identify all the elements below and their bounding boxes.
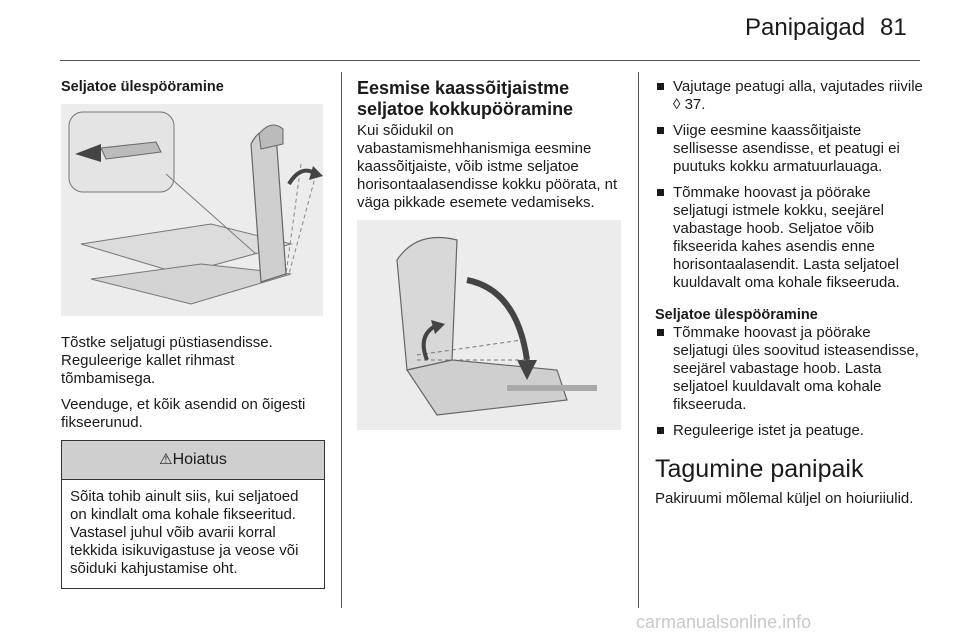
rear-seat-backrest-raise-illustration xyxy=(61,104,323,316)
column-2 xyxy=(357,78,623,430)
instruction-list xyxy=(655,78,925,292)
bullet-square-icon xyxy=(657,427,664,434)
list-item: Viige eesmine kaassõitjaiste sellisesse asendisse, et peatugi ei puutuks kokku armatuurlauaga. xyxy=(655,122,925,176)
instruction-list xyxy=(655,324,925,440)
list-item: Reguleerige istet ja peatuge. xyxy=(655,422,925,440)
paragraph: Veenduge, et kõik asendid on õigesti fikseerunud. xyxy=(61,396,306,431)
section-subheading: Seljatoe ülespööramine xyxy=(655,307,818,323)
paragraph: Tõstke seljatugi püstiasendisse. Reguleerige kallet rihmast tõmbamisega. xyxy=(61,334,273,387)
bullet-square-icon xyxy=(657,83,664,90)
paragraph: Pakiruumi mõlemal küljel on hoiuriiulid. xyxy=(655,490,914,507)
front-seat-fold-illustration xyxy=(357,220,621,430)
warning-header xyxy=(62,441,324,480)
bullet-square-icon xyxy=(657,189,664,196)
paragraph: Kui sõidukil on vabastamismehhanismiga eesmine kaassõitjaiste, võib istme seljatoe horisontaalasendisse kokku pöörata, nt väga pikkade esemete vedamiseks. xyxy=(357,122,618,211)
section-subheading: Seljatoe ülespööramine xyxy=(61,79,224,95)
header-divider xyxy=(60,60,920,61)
section-heading: Tagumine panipaik xyxy=(655,455,864,483)
bullet-square-icon xyxy=(657,127,664,134)
list-item: Tõmmake hoovast ja pöörake seljatugi üles soovitud isteasendisse, seejärel vabastage hoob. Lasta seljatoel kuuldavalt oma kohale fikseeruda. xyxy=(655,324,925,414)
warning-title: Hoiatus xyxy=(172,451,227,468)
column-divider-1 xyxy=(341,72,342,608)
section-heading: Eesmise kaassõitjaistme seljatoe kokkupööramine xyxy=(357,78,574,119)
warning-text: Sõita tohib ainult siis, kui seljatoed on kindlalt oma kohale fikseeritud. Vastasel juhul võib avarii korral tekkida isikuvigastuse ja veose või sõiduki kahjustamise oht. xyxy=(70,488,299,577)
watermark: carmanualsonline.info xyxy=(636,612,812,632)
list-item: Vajutage peatugi alla, vajutades riivile ◊ 37. xyxy=(655,78,925,114)
warning-triangle-icon: ⚠ xyxy=(159,451,173,468)
page-number: 81 xyxy=(880,14,907,41)
column-1 xyxy=(61,78,325,589)
page-title: Panipaigad xyxy=(745,14,866,41)
bullet-square-icon xyxy=(657,329,664,336)
column-divider-2 xyxy=(638,72,639,608)
column-3 xyxy=(655,78,925,516)
warning-box xyxy=(61,440,325,589)
list-item: Tõmmake hoovast ja pöörake seljatugi istmele kokku, seejärel vabastage hoob. Seljatoe võib fikseerida kahes asendis enne horisontaalasendit. Lasta seljatoel kuuldavalt oma kohale fikseeruda. xyxy=(655,184,925,292)
